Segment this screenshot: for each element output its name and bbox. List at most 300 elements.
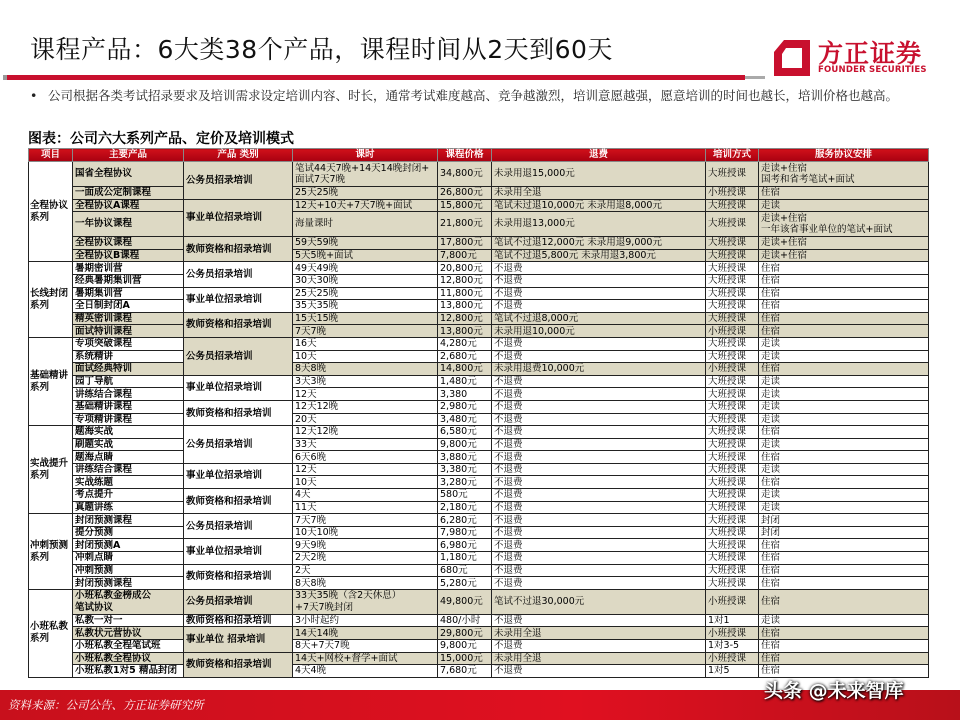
product-cell: 题海实战	[73, 426, 184, 439]
header-price: 课程价格	[438, 149, 492, 162]
table-row	[29, 350, 929, 363]
category-cell: 教师资格和招录培训	[184, 652, 293, 677]
table-row	[29, 577, 929, 590]
product-cell: 园丁导航	[73, 375, 184, 388]
refund-cell: 不退费	[492, 300, 706, 313]
table-row	[29, 325, 929, 338]
mode-cell: 大班授课	[706, 514, 759, 527]
table-row	[29, 199, 929, 212]
table-row	[29, 400, 929, 413]
hours-cell: 15天15晚	[293, 312, 438, 325]
table-row	[29, 640, 929, 653]
product-cell: 封闭预测课程	[73, 577, 184, 590]
hours-cell: 25天25晚	[293, 187, 438, 200]
service-cell: 走读	[759, 400, 929, 413]
hours-cell: 59天59晚	[293, 237, 438, 250]
hours-cell: 12天12晚	[293, 426, 438, 439]
mode-cell: 大班授课	[706, 451, 759, 464]
category-cell: 教师资格和招录培训	[184, 489, 293, 514]
product-cell: 真题讲练	[73, 501, 184, 514]
mode-cell: 小班授课	[706, 325, 759, 338]
table-row	[29, 589, 929, 614]
price-cell: 9,800元	[438, 438, 492, 451]
hours-cell: 16天	[293, 337, 438, 350]
category-cell: 教师资格和招录培训	[184, 237, 293, 262]
refund-cell: 不退费	[492, 552, 706, 565]
category-cell: 事业单位招录培训	[184, 463, 293, 488]
price-cell: 3,280元	[438, 476, 492, 489]
header-hours: 课时	[293, 149, 438, 162]
product-cell: 考点提升	[73, 489, 184, 502]
mode-cell: 大班授课	[706, 312, 759, 325]
refund-cell: 未录用退13,000元	[492, 212, 706, 237]
table-row	[29, 363, 929, 376]
table-row	[29, 652, 929, 665]
refund-cell: 不退费	[492, 274, 706, 287]
hours-cell: 3天3晚	[293, 375, 438, 388]
hours-cell: 7天7晚	[293, 325, 438, 338]
service-cell: 住宿	[759, 652, 929, 665]
refund-cell: 不退费	[492, 564, 706, 577]
table-row	[29, 312, 929, 325]
refund-cell: 不退费	[492, 350, 706, 363]
price-cell: 3,380元	[438, 463, 492, 476]
hours-cell: 8天+7天7晚	[293, 640, 438, 653]
category-cell: 教师资格和招录培训	[184, 400, 293, 425]
product-cell: 题海点睛	[73, 451, 184, 464]
price-cell: 5,280元	[438, 577, 492, 590]
refund-cell: 不退费	[492, 400, 706, 413]
hours-cell: 7天7晚	[293, 514, 438, 527]
hours-cell: 25天25晚	[293, 287, 438, 300]
mode-cell: 大班授课	[706, 199, 759, 212]
price-cell: 3,480元	[438, 413, 492, 426]
mode-cell: 大班授课	[706, 400, 759, 413]
mode-cell: 小班授课	[706, 187, 759, 200]
refund-cell: 不退费	[492, 388, 706, 401]
product-cell: 小班私教金榜成公 笔试协议	[73, 589, 184, 614]
hours-cell: 12天12晚	[293, 400, 438, 413]
price-cell: 3,380	[438, 388, 492, 401]
table-row	[29, 237, 929, 250]
table-row	[29, 514, 929, 527]
header-product: 主要产品	[73, 149, 184, 162]
service-cell: 走读+住宿 一年该省事业单位的笔试+面试	[759, 212, 929, 237]
mode-cell: 1对1	[706, 614, 759, 627]
price-cell: 6,580元	[438, 426, 492, 439]
refund-cell: 笔试不过退5,800元 未录用退3,800元	[492, 249, 706, 262]
category-cell: 公务员招录培训	[184, 589, 293, 614]
service-cell: 走读	[759, 413, 929, 426]
refund-cell: 未录用退15,000元	[492, 162, 706, 187]
refund-cell: 未录用全退	[492, 652, 706, 665]
price-cell: 21,800元	[438, 212, 492, 237]
mode-cell: 小班授课	[706, 652, 759, 665]
product-cell: 封闭预测课程	[73, 514, 184, 527]
service-cell: 住宿	[759, 274, 929, 287]
refund-cell: 不退费	[492, 514, 706, 527]
category-cell: 事业单位招录培训	[184, 375, 293, 400]
mode-cell: 大班授课	[706, 489, 759, 502]
category-cell: 事业单位招录培训	[184, 539, 293, 564]
service-cell: 走读	[759, 375, 929, 388]
title-divider	[3, 75, 745, 80]
price-cell: 2,680元	[438, 350, 492, 363]
service-cell: 走读	[759, 337, 929, 350]
category-cell: 公务员招录培训	[184, 426, 293, 464]
series-cell: 基础精讲系列	[29, 337, 73, 425]
service-cell: 走读	[759, 489, 929, 502]
table-row	[29, 388, 929, 401]
series-cell: 冲刺预测系列	[29, 514, 73, 590]
logo-text-cn: 方正证券	[818, 39, 923, 68]
category-cell: 公务员招录培训	[184, 262, 293, 287]
hours-cell: 8天8晚	[293, 577, 438, 590]
service-cell: 走读	[759, 463, 929, 476]
category-cell: 事业单位 招录培训	[184, 627, 293, 652]
table-caption: 图表：公司六大系列产品、定价及培训模式	[28, 131, 294, 147]
table-row	[29, 274, 929, 287]
service-cell: 走读	[759, 199, 929, 212]
table-row	[29, 614, 929, 627]
service-cell: 住宿	[759, 426, 929, 439]
service-cell: 住宿	[759, 640, 929, 653]
mode-cell: 大班授课	[706, 162, 759, 187]
service-cell: 住宿	[759, 187, 929, 200]
service-cell: 住宿	[759, 476, 929, 489]
price-cell: 7,980元	[438, 526, 492, 539]
product-cell: 专项突破课程	[73, 337, 184, 350]
product-cell: 一年协议课程	[73, 212, 184, 237]
mode-cell: 大班授课	[706, 526, 759, 539]
mode-cell: 大班授课	[706, 337, 759, 350]
refund-cell: 不退费	[492, 640, 706, 653]
hours-cell: 2天	[293, 564, 438, 577]
founder-securities-logo	[772, 34, 932, 84]
table-header-row	[29, 149, 929, 162]
product-cell: 全程协议课程	[73, 237, 184, 250]
refund-cell: 不退费	[492, 577, 706, 590]
mode-cell: 大班授课	[706, 438, 759, 451]
hours-cell: 12天	[293, 463, 438, 476]
service-cell: 走读+住宿	[759, 249, 929, 262]
mode-cell: 小班授课	[706, 589, 759, 614]
product-cell: 面试特训课程	[73, 325, 184, 338]
mode-cell: 大班授课	[706, 476, 759, 489]
table-row	[29, 438, 929, 451]
price-cell: 14,800元	[438, 363, 492, 376]
product-cell: 面试经典特训	[73, 363, 184, 376]
refund-cell: 不退费	[492, 614, 706, 627]
refund-cell: 不退费	[492, 665, 706, 678]
hours-cell: 8天8晚	[293, 363, 438, 376]
price-cell: 6,980元	[438, 539, 492, 552]
product-cell: 提分预测	[73, 526, 184, 539]
table-row	[29, 337, 929, 350]
mode-cell: 大班授课	[706, 577, 759, 590]
mode-cell: 大班授课	[706, 552, 759, 565]
refund-cell: 笔试不过退12,000元 未录用退9,000元	[492, 237, 706, 250]
hours-cell: 10天	[293, 350, 438, 363]
header-project: 项目	[29, 149, 73, 162]
mode-cell: 大班授课	[706, 262, 759, 275]
table-row	[29, 451, 929, 464]
refund-cell: 未录用退10,000元	[492, 325, 706, 338]
price-cell: 12,800元	[438, 312, 492, 325]
table-row	[29, 375, 929, 388]
table-row	[29, 426, 929, 439]
refund-cell: 不退费	[492, 501, 706, 514]
hours-cell: 12天+10天+7天7晚+面试	[293, 199, 438, 212]
table-row	[29, 476, 929, 489]
price-cell: 26,800元	[438, 187, 492, 200]
table-row	[29, 162, 929, 187]
category-cell: 事业单位招录培训	[184, 199, 293, 237]
price-cell: 13,800元	[438, 300, 492, 313]
service-cell: 住宿	[759, 262, 929, 275]
price-cell: 1,180元	[438, 552, 492, 565]
service-cell: 住宿	[759, 451, 929, 464]
product-cell: 小班私教1对5 精品封闭	[73, 665, 184, 678]
header-category: 产品 类别	[184, 149, 293, 162]
service-cell: 走读	[759, 350, 929, 363]
series-cell: 全程协议系列	[29, 162, 73, 262]
hours-cell: 5天5晚+面试	[293, 249, 438, 262]
mode-cell: 小班授课	[706, 627, 759, 640]
category-cell: 公务员招录培训	[184, 514, 293, 539]
mode-cell: 大班授课	[706, 413, 759, 426]
product-cell: 冲刺预测	[73, 564, 184, 577]
series-cell: 长线封闭系列	[29, 262, 73, 338]
service-cell: 走读	[759, 388, 929, 401]
table-row	[29, 262, 929, 275]
mode-cell: 1对5	[706, 665, 759, 678]
service-cell: 住宿	[759, 287, 929, 300]
product-cell: 暑期密训营	[73, 262, 184, 275]
watermark: 头条 @未来智库	[764, 680, 904, 702]
refund-cell: 不退费	[492, 262, 706, 275]
table-row	[29, 413, 929, 426]
product-cell: 暑期集训营	[73, 287, 184, 300]
product-cell: 私教状元营协议	[73, 627, 184, 640]
service-cell: 住宿	[759, 325, 929, 338]
table-body	[29, 162, 929, 678]
product-cell: 系统精讲	[73, 350, 184, 363]
product-cell: 精英密训课程	[73, 312, 184, 325]
mode-cell: 大班授课	[706, 350, 759, 363]
price-cell: 11,800元	[438, 287, 492, 300]
mode-cell: 大班授课	[706, 539, 759, 552]
series-cell: 实战提升系列	[29, 426, 73, 514]
table-row	[29, 552, 929, 565]
refund-cell: 不退费	[492, 476, 706, 489]
price-cell: 29,800元	[438, 627, 492, 640]
table-row	[29, 463, 929, 476]
mode-cell: 小班授课	[706, 363, 759, 376]
product-cell: 刷题实战	[73, 438, 184, 451]
product-cell: 封闭预测A	[73, 539, 184, 552]
product-cell: 基础精讲课程	[73, 400, 184, 413]
product-cell: 一面成公定制课程	[73, 187, 184, 200]
product-cell: 全日制封闭A	[73, 300, 184, 313]
hours-cell: 海量课时	[293, 212, 438, 237]
hours-cell: 4天4晚	[293, 665, 438, 678]
service-cell: 住宿	[759, 363, 929, 376]
series-cell: 小班私教系列	[29, 589, 73, 677]
hours-cell: 3小时起约	[293, 614, 438, 627]
product-cell: 小班私教全程笔试班	[73, 640, 184, 653]
table-row	[29, 489, 929, 502]
mode-cell: 大班授课	[706, 249, 759, 262]
logo-mark-icon	[772, 38, 812, 78]
hours-cell: 4天	[293, 489, 438, 502]
price-cell: 580元	[438, 489, 492, 502]
refund-cell: 不退费	[492, 337, 706, 350]
hours-cell: 33天	[293, 438, 438, 451]
price-cell: 7,680元	[438, 665, 492, 678]
refund-cell: 不退费	[492, 489, 706, 502]
header-refund: 退费	[492, 149, 706, 162]
service-cell: 封闭	[759, 514, 929, 527]
hours-cell: 12天	[293, 388, 438, 401]
page-title: 课程产品：6大类38个产品，课程时间从2天到60天	[30, 35, 613, 64]
mode-cell: 1对3-5	[706, 640, 759, 653]
price-cell: 1,480元	[438, 375, 492, 388]
hours-cell: 14天+网校+督学+面试	[293, 652, 438, 665]
price-cell: 680元	[438, 564, 492, 577]
table-row	[29, 564, 929, 577]
service-cell: 住宿	[759, 552, 929, 565]
refund-cell: 未录用退费10,000元	[492, 363, 706, 376]
product-cell: 全程协议B课程	[73, 249, 184, 262]
mode-cell: 大班授课	[706, 274, 759, 287]
table-row	[29, 539, 929, 552]
price-cell: 9,800元	[438, 640, 492, 653]
product-cell: 实战练题	[73, 476, 184, 489]
service-cell: 住宿	[759, 627, 929, 640]
table-row	[29, 526, 929, 539]
hours-cell: 11天	[293, 501, 438, 514]
service-cell: 住宿	[759, 665, 929, 678]
price-cell: 49,800元	[438, 589, 492, 614]
service-cell: 走读	[759, 501, 929, 514]
price-cell: 34,800元	[438, 162, 492, 187]
refund-cell: 不退费	[492, 426, 706, 439]
price-cell: 20,800元	[438, 262, 492, 275]
product-cell: 讲练结合课程	[73, 463, 184, 476]
hours-cell: 49天49晚	[293, 262, 438, 275]
price-cell: 480/小时	[438, 614, 492, 627]
refund-cell: 笔试不过退30,000元	[492, 589, 706, 614]
hours-cell: 33天35晚（含2天休息） +7天7晚封闭	[293, 589, 438, 614]
price-cell: 6,280元	[438, 514, 492, 527]
refund-cell: 不退费	[492, 539, 706, 552]
hours-cell: 笔试44天7晚+14天14晚封闭+ 面试7天7晚	[293, 162, 438, 187]
service-cell: 封闭	[759, 526, 929, 539]
mode-cell: 大班授课	[706, 426, 759, 439]
price-cell: 7,800元	[438, 249, 492, 262]
price-cell: 12,800元	[438, 274, 492, 287]
price-cell: 15,000元	[438, 652, 492, 665]
mode-cell: 大班授课	[706, 463, 759, 476]
service-cell: 住宿	[759, 589, 929, 614]
refund-cell: 不退费	[492, 438, 706, 451]
price-cell: 17,800元	[438, 237, 492, 250]
price-cell: 3,880元	[438, 451, 492, 464]
hours-cell: 10天	[293, 476, 438, 489]
refund-cell: 不退费	[492, 375, 706, 388]
logo-text-en: FOUNDER SECURITIES	[818, 65, 927, 75]
product-cell: 私教一对一	[73, 614, 184, 627]
header-service: 服务协议安排	[759, 149, 929, 162]
table-row	[29, 501, 929, 514]
hours-cell: 20天	[293, 413, 438, 426]
mode-cell: 大班授课	[706, 237, 759, 250]
service-cell: 住宿	[759, 300, 929, 313]
hours-cell: 6天6晚	[293, 451, 438, 464]
mode-cell: 大班授课	[706, 212, 759, 237]
service-cell: 住宿	[759, 539, 929, 552]
refund-cell: 不退费	[492, 463, 706, 476]
mode-cell: 大班授课	[706, 501, 759, 514]
table-row	[29, 627, 929, 640]
price-cell: 2,180元	[438, 501, 492, 514]
mode-cell: 大班授课	[706, 388, 759, 401]
mode-cell: 大班授课	[706, 375, 759, 388]
table-row	[29, 287, 929, 300]
service-cell: 走读	[759, 438, 929, 451]
product-cell: 经典暑期集训营	[73, 274, 184, 287]
category-cell: 公务员招录培训	[184, 337, 293, 375]
product-cell: 国省全程协议	[73, 162, 184, 187]
hours-cell: 30天30晚	[293, 274, 438, 287]
hours-cell: 35天35晚	[293, 300, 438, 313]
hours-cell: 14天14晚	[293, 627, 438, 640]
mode-cell: 大班授课	[706, 564, 759, 577]
title-divider-tail	[745, 76, 765, 79]
service-cell: 住宿	[759, 577, 929, 590]
price-cell: 2,980元	[438, 400, 492, 413]
category-cell: 教师资格和招录培训	[184, 312, 293, 337]
service-cell: 住宿	[759, 564, 929, 577]
price-cell: 13,800元	[438, 325, 492, 338]
table-row	[29, 212, 929, 237]
product-cell: 讲练结合课程	[73, 388, 184, 401]
service-cell: 走读+住宿	[759, 237, 929, 250]
bullet-text: 公司根据各类考试招录要求及培训需求设定培训内容、时长，通常考试难度越高、竞争越激烈，培训意愿越强，愿意培训的时间也越长，培训价格也越高。	[48, 88, 899, 103]
refund-cell: 笔试不过退8,000元	[492, 312, 706, 325]
header-mode: 培训方式	[706, 149, 759, 162]
table-row	[29, 300, 929, 313]
refund-cell: 未录用全退	[492, 627, 706, 640]
service-cell: 走读+住宿 国考和省考笔试+面试	[759, 162, 929, 187]
product-cell: 专项精讲课程	[73, 413, 184, 426]
price-cell: 4,280元	[438, 337, 492, 350]
service-cell: 住宿	[759, 312, 929, 325]
category-cell: 教师资格和招录培训	[184, 564, 293, 589]
category-cell: 事业单位招录培训	[184, 287, 293, 312]
table-row	[29, 249, 929, 262]
summary-bullet	[30, 86, 930, 105]
product-cell: 全程协议A课程	[73, 199, 184, 212]
product-pricing-table	[28, 148, 929, 678]
price-cell: 15,800元	[438, 199, 492, 212]
refund-cell: 不退费	[492, 287, 706, 300]
category-cell: 公务员招录培训	[184, 162, 293, 200]
hours-cell: 9天9晚	[293, 539, 438, 552]
mode-cell: 大班授课	[706, 300, 759, 313]
refund-cell: 不退费	[492, 451, 706, 464]
